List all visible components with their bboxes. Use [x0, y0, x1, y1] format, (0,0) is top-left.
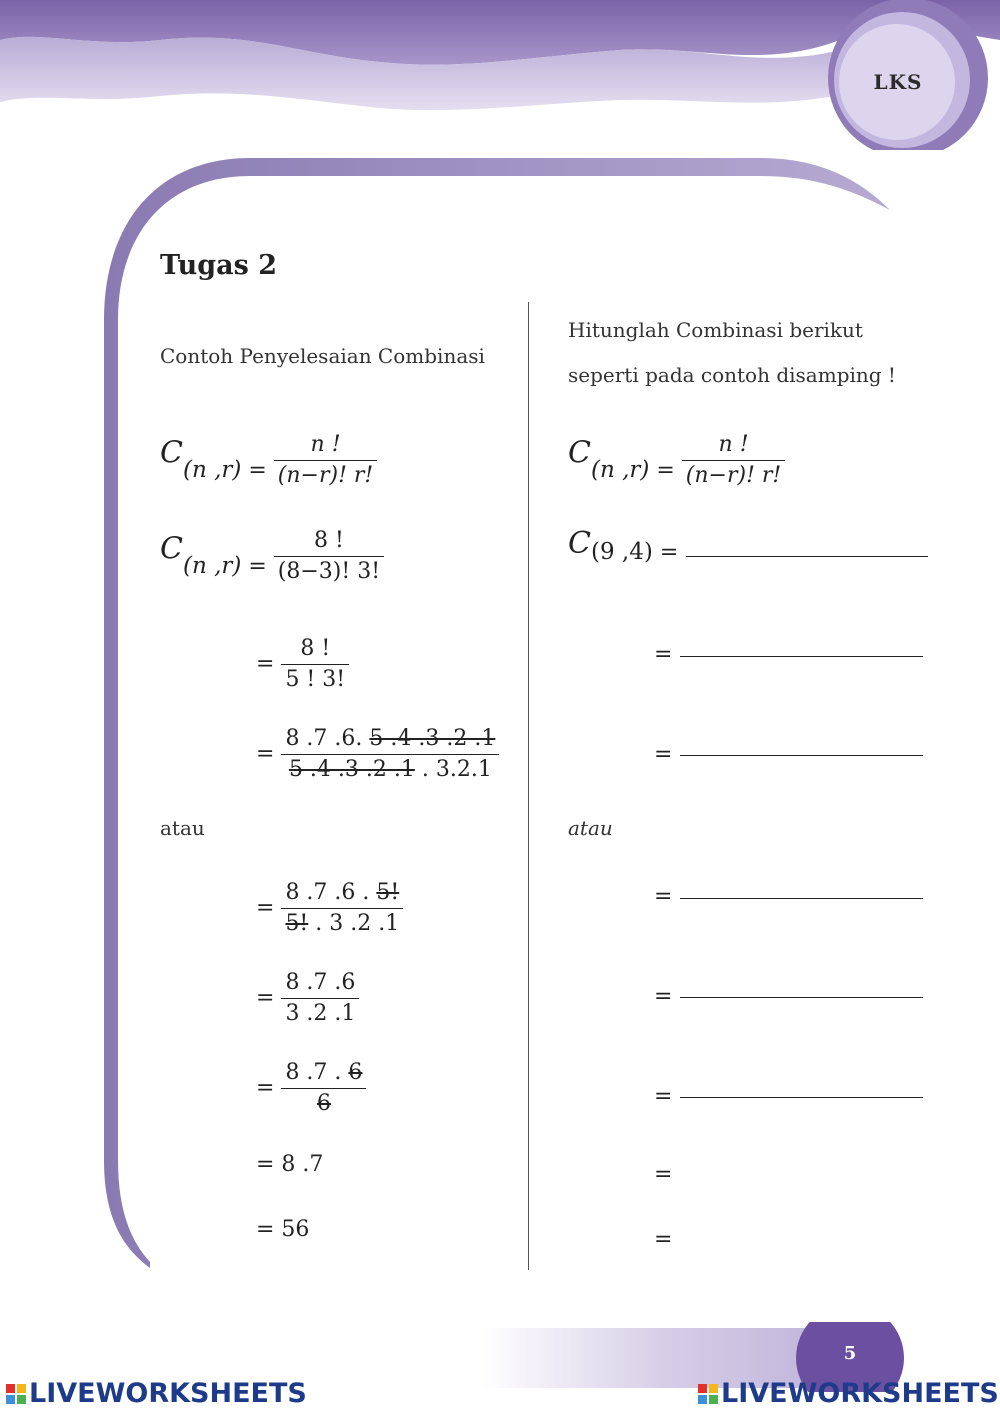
answer-eq-8[interactable]: =: [654, 1227, 673, 1252]
atau-label-left: atau: [160, 816, 205, 840]
answer-line-1[interactable]: [686, 556, 928, 557]
example-heading: Contoh Penyelesaian Combinasi: [160, 344, 485, 368]
brand-left: LIVEWORKSHEETS: [6, 1378, 307, 1409]
header-badge: LKS: [873, 70, 923, 94]
formula-general: C(n ,r) = $\frac{n !}{(n-r)! r!}$: [160, 428, 377, 485]
formula-general-right: C(n ,r) = $\frac{n !}{(n-r)! r!}$: [568, 428, 785, 485]
step-4: = $\frac{8 .7 .6}{3 .2 .1}$: [256, 970, 359, 1027]
instruction-line-2: seperti pada contoh disamping !: [568, 363, 896, 387]
answer-eq-5: =: [654, 984, 673, 1009]
step-1: = $\frac{8 !}{5 ! 3!}$: [256, 636, 349, 693]
answer-eq-4: =: [654, 884, 673, 909]
answer-eq-6: =: [654, 1084, 673, 1109]
answer-eq-7[interactable]: =: [654, 1162, 673, 1187]
answer-eq-2: =: [654, 642, 673, 667]
instruction-line-1: Hitunglah Combinasi berikut: [568, 318, 863, 342]
page-number: 5: [843, 1343, 857, 1364]
brand-right: LIVEWORKSHEETS: [698, 1378, 999, 1409]
formula-substituted: C(n ,r) = $\frac{8 !}{(8-3)! 3!}$: [160, 524, 384, 581]
answer-line-2[interactable]: [680, 656, 923, 657]
answer-line-4[interactable]: [680, 898, 923, 899]
step-5: = $\frac{8 .7 . 6}{6}$: [256, 1060, 366, 1117]
step-6: = 8 .7: [256, 1152, 324, 1177]
answer-eq-3: =: [654, 742, 673, 767]
page-title: Tugas 2: [160, 250, 278, 281]
answer-line-3[interactable]: [680, 755, 923, 756]
atau-label-right: atau: [568, 816, 613, 840]
answer-line-5[interactable]: [680, 997, 923, 998]
header-wave: [0, 0, 1000, 150]
liveworksheets-logo-icon: [698, 1384, 718, 1404]
step-7-result: = 56: [256, 1217, 310, 1242]
step-3: = $\frac{8 .7 .6 . 5!}{5! . 3 .2 .1}$: [256, 880, 403, 937]
answer-line-6[interactable]: [680, 1097, 923, 1098]
step-2: = $\frac{8 .7 .6. 5 .4 .3 .2 .1}{5 .4 .3 .2 .1 . 3.2.1}$: [256, 726, 499, 783]
column-divider: [528, 302, 529, 1270]
exercise-formula: C(9 ,4) =: [568, 526, 679, 565]
liveworksheets-logo-icon: [6, 1384, 26, 1404]
